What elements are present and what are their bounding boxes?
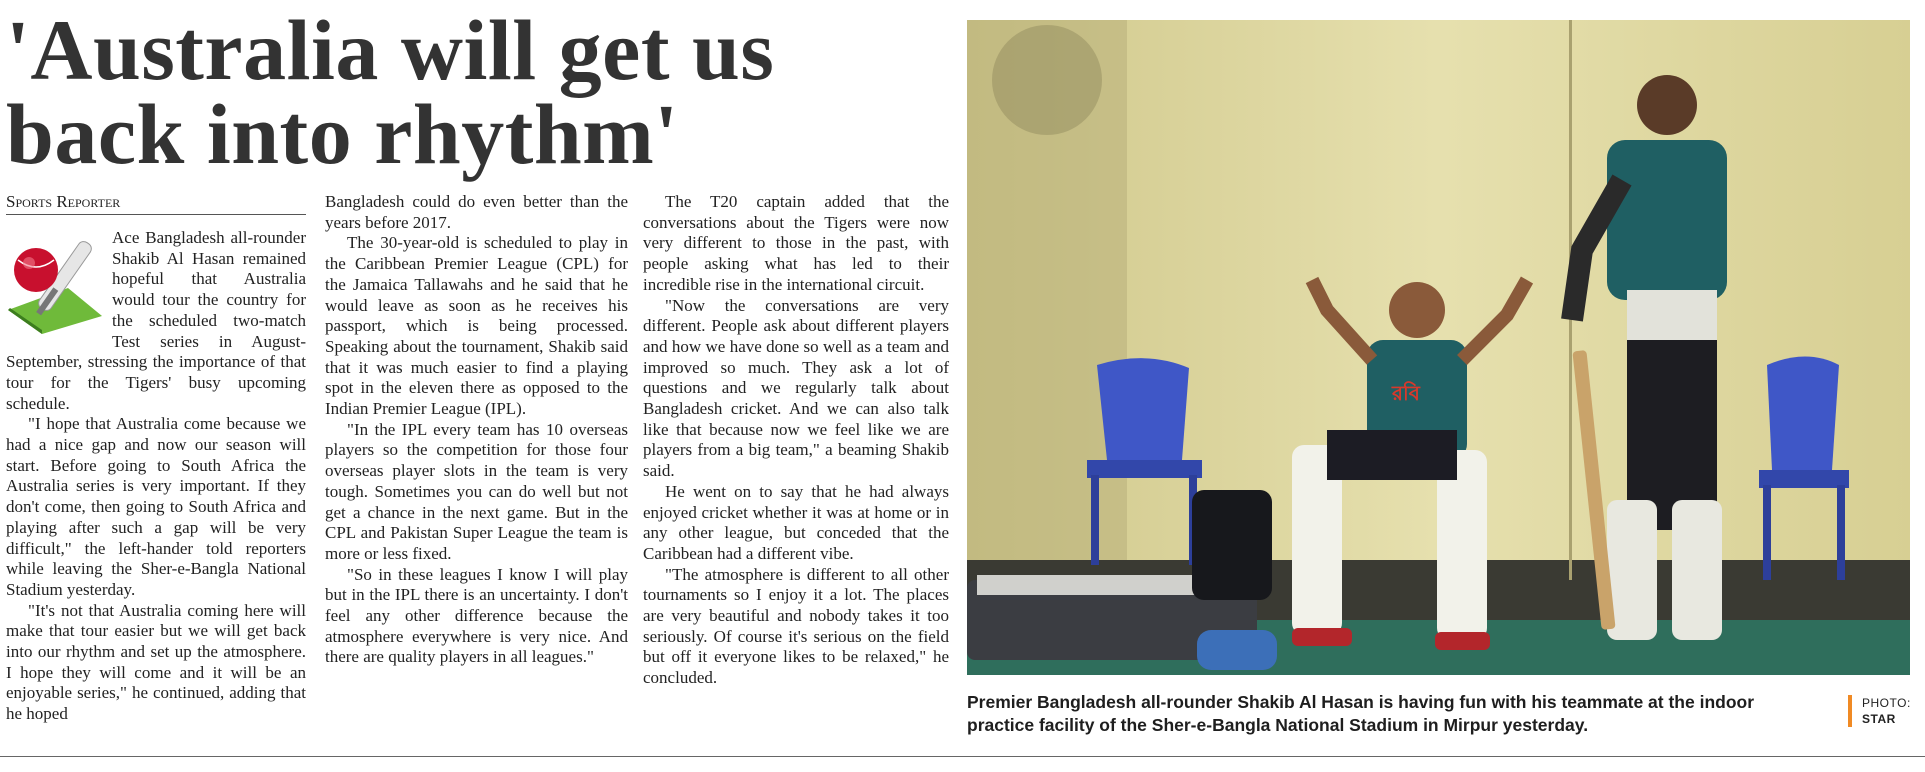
paragraph: The 30-year-old is scheduled to play in the Caribbean Premier League (CPL) for the Jamaica Tallawahs and he said that he would leave as soon as he receives his passport, which is being processed. Speaking about the tournament, Shakib said that it was much easier to find a playing spot in the eleven there as opposed to the Indian Premier League (IPL). <box>325 233 628 419</box>
paragraph: "So in these leagues I know I will play but in the IPL there is an uncertainty. I don't feel any other difference because the atmosphere everywhere is very nice. And there are quality players in all leagues." <box>325 564 628 667</box>
photo-illustration <box>967 20 1910 675</box>
photo-credit-name: STAR <box>1862 712 1896 726</box>
paragraph: "It's not that Australia coming here will make that tour easier but we will get back into our rhythm and set up the atmosphere. I hope they will come and it will be an enjoyable series," he continued, adding that he hoped <box>6 600 306 724</box>
paragraph: The T20 captain added that the conversations about the Tigers were now very different to those in the past, with people asking what has led to their incredible rise in the international circuit. <box>643 192 949 294</box>
photo-credit-label: PHOTO: <box>1862 696 1911 710</box>
paragraph: Bangladesh could do even better than the years before 2017. <box>325 192 628 232</box>
paragraph: "The atmosphere is different to all other tournaments so I enjoy it a lot. The places are very beautiful and nobody takes it too seriously. Of course it's serious on the field but off it everyone likes to be relaxed," he concluded. <box>643 564 949 688</box>
news-photo <box>967 20 1910 675</box>
jersey-sponsor-text: রবি <box>1392 381 1420 405</box>
paragraph: "In the IPL every team has 10 overseas players so the competition for those four overseas player slots in the team is very tough. Sometimes you can do well but not get a chance in the next game. But in the CPL and Pakistan Super League the team is more or less fixed. <box>325 419 628 563</box>
paragraph: "Now the conversations are very different. People ask about different players and how we have done so well as a team and improved so much. They ask a lot of questions and we regularly talk about Bangladesh cricket. And we can also talk like that because now we feel like we are players from a big team," a beaming Shakib said. <box>643 295 949 481</box>
article-column-1 <box>6 228 306 725</box>
article-column-3 <box>643 192 949 689</box>
paragraph: Ace Bangladesh all-rounder Shakib Al Hasan remained hopeful that Australia would tour the country for the scheduled two-match Test series in August-September, stressing the importance of that tour for the Tigers' busy upcoming schedule. <box>6 228 306 413</box>
article-column-2 <box>325 192 628 668</box>
paragraph: He went on to say that he had always enjoyed cricket whether it was at home or in any other league, but conceded that the Caribbean had a different vibe. <box>643 481 949 563</box>
byline: Sports Reporter <box>6 192 306 215</box>
photo-caption: Premier Bangladesh all-rounder Shakib Al Hasan is having fun with his teammate at the indoor practice facility of the Sher-e-Bangla National Stadium in Mirpur yesterday. <box>967 692 1755 735</box>
headline: 'Australia will get us back into rhythm' <box>6 2 775 182</box>
cricket-ball-bat-icon <box>6 230 106 334</box>
paragraph: "I hope that Australia come because we had a nice gap and now our season will start. Before going to South Africa the Australia series is very important. If they don't come, then going to South Africa and playing after such a gap will be very difficult," the left-hander told reporters while leaving the Sher-e-Bangla National Stadium yesterday. <box>6 414 306 599</box>
bottom-rule <box>0 756 1925 757</box>
photo-credit <box>1848 695 1911 727</box>
